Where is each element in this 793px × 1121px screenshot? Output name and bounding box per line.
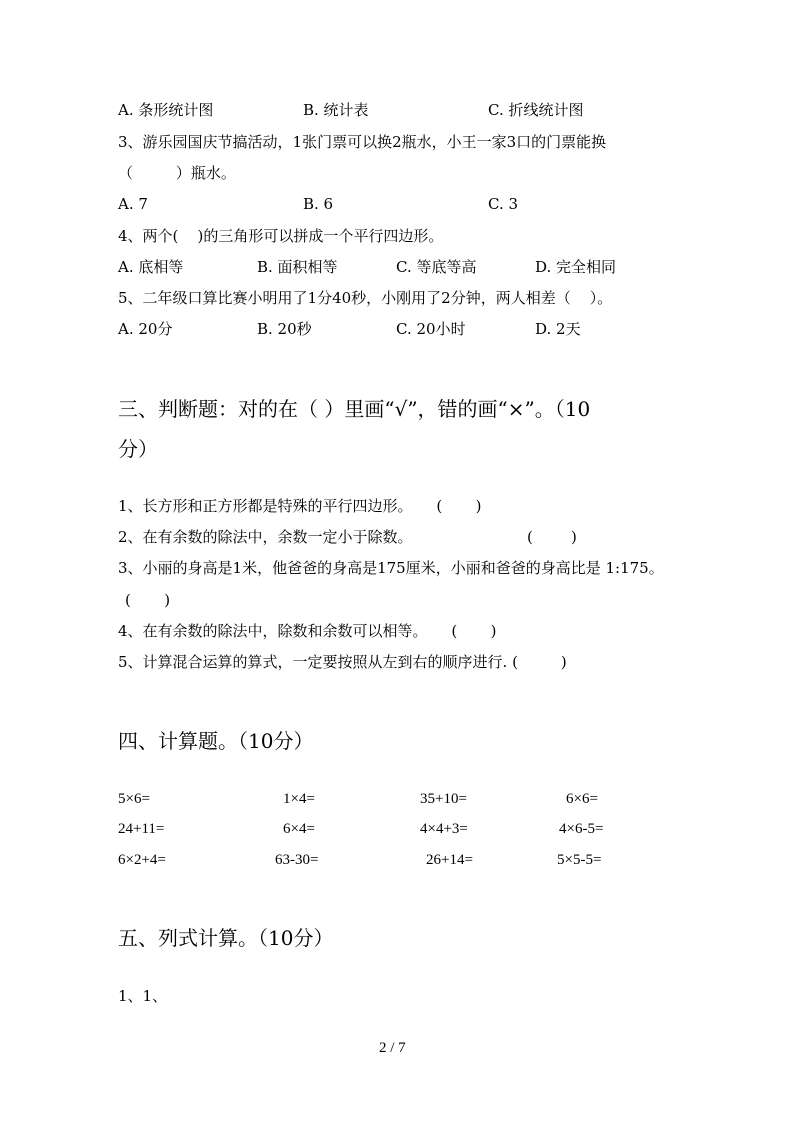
q3-text-line2: （ ）瓶水。 <box>118 164 236 182</box>
q4-option-c: C. 等底等高 <box>396 258 477 276</box>
page-number: 2 / 7 <box>379 1040 406 1056</box>
q5-option-b: B. 20秒 <box>257 320 312 338</box>
q5-text: 5、二年级口算比赛小明用了1分40秒，小刚用了2分钟，两人相差（ ）。 <box>118 289 613 307</box>
calc-r2-c2: 6×4= <box>283 821 315 837</box>
q5-option-a: A. 20分 <box>118 320 173 338</box>
calc-r3-c3: 26+14= <box>426 852 473 868</box>
calc-r2-c1: 24+11= <box>118 821 165 837</box>
judge-item-4: 4、在有余数的除法中，除数和余数可以相等。 ( ) <box>118 622 497 640</box>
section5-heading: 五、列式计算。（10分） <box>118 926 334 950</box>
calc-r1-c3: 35+10= <box>420 791 467 807</box>
section3-heading-line1: 三、判断题：对的在（ ）里画“√”，错的画“×”。（10 <box>118 397 591 421</box>
q4-text: 4、两个( )的三角形可以拼成一个平行四边形。 <box>118 227 444 245</box>
q4-option-d: D. 完全相同 <box>535 258 617 276</box>
calc-r2-c4: 4×6-5= <box>559 821 604 837</box>
q5-option-d: D. 2天 <box>535 320 581 338</box>
q3-option-a: A. 7 <box>118 195 148 213</box>
q3-option-c: C. 3 <box>488 195 519 213</box>
q4-option-b: B. 面积相等 <box>257 258 338 276</box>
calc-r2-c3: 4×4+3= <box>420 821 468 837</box>
q3-option-b: B. 6 <box>303 195 334 213</box>
q5-option-c: C. 20小时 <box>396 320 466 338</box>
q2-option-c: C. 折线统计图 <box>488 101 584 119</box>
calc-r3-c2: 63-30= <box>275 852 319 868</box>
q2-option-a: A. 条形统计图 <box>118 101 214 119</box>
q4-option-a: A. 底相等 <box>118 258 184 276</box>
judge-item-5: 5、计算混合运算的算式，一定要按照从左到右的顺序进行. ( ) <box>118 653 567 671</box>
section5-item-1: 1、1、 <box>118 987 168 1005</box>
calc-r1-c4: 6×6= <box>566 791 598 807</box>
judge-item-3-bracket: ( ) <box>125 591 171 609</box>
section4-heading: 四、计算题。（10分） <box>118 729 314 753</box>
calc-r3-c1: 6×2+4= <box>118 852 166 868</box>
judge-item-3: 3、小丽的身高是1米，他爸爸的身高是175厘米，小丽和爸爸的身高比是 1:175。 <box>118 559 664 577</box>
calc-r1-c1: 5×6= <box>118 791 150 807</box>
q3-text-line1: 3、游乐园国庆节搞活动，1张门票可以换2瓶水，小王一家3口的门票能换 <box>118 133 607 151</box>
section3-heading-line2: 分） <box>118 437 158 461</box>
q2-option-b: B. 统计表 <box>303 101 369 119</box>
judge-item-1: 1、长方形和正方形都是特殊的平行四边形。 ( ) <box>118 497 482 515</box>
calc-r3-c4: 5×5-5= <box>557 852 602 868</box>
calc-r1-c2: 1×4= <box>283 791 315 807</box>
judge-item-2: 2、在有余数的除法中，余数一定小于除数。 ( ) <box>118 528 577 546</box>
